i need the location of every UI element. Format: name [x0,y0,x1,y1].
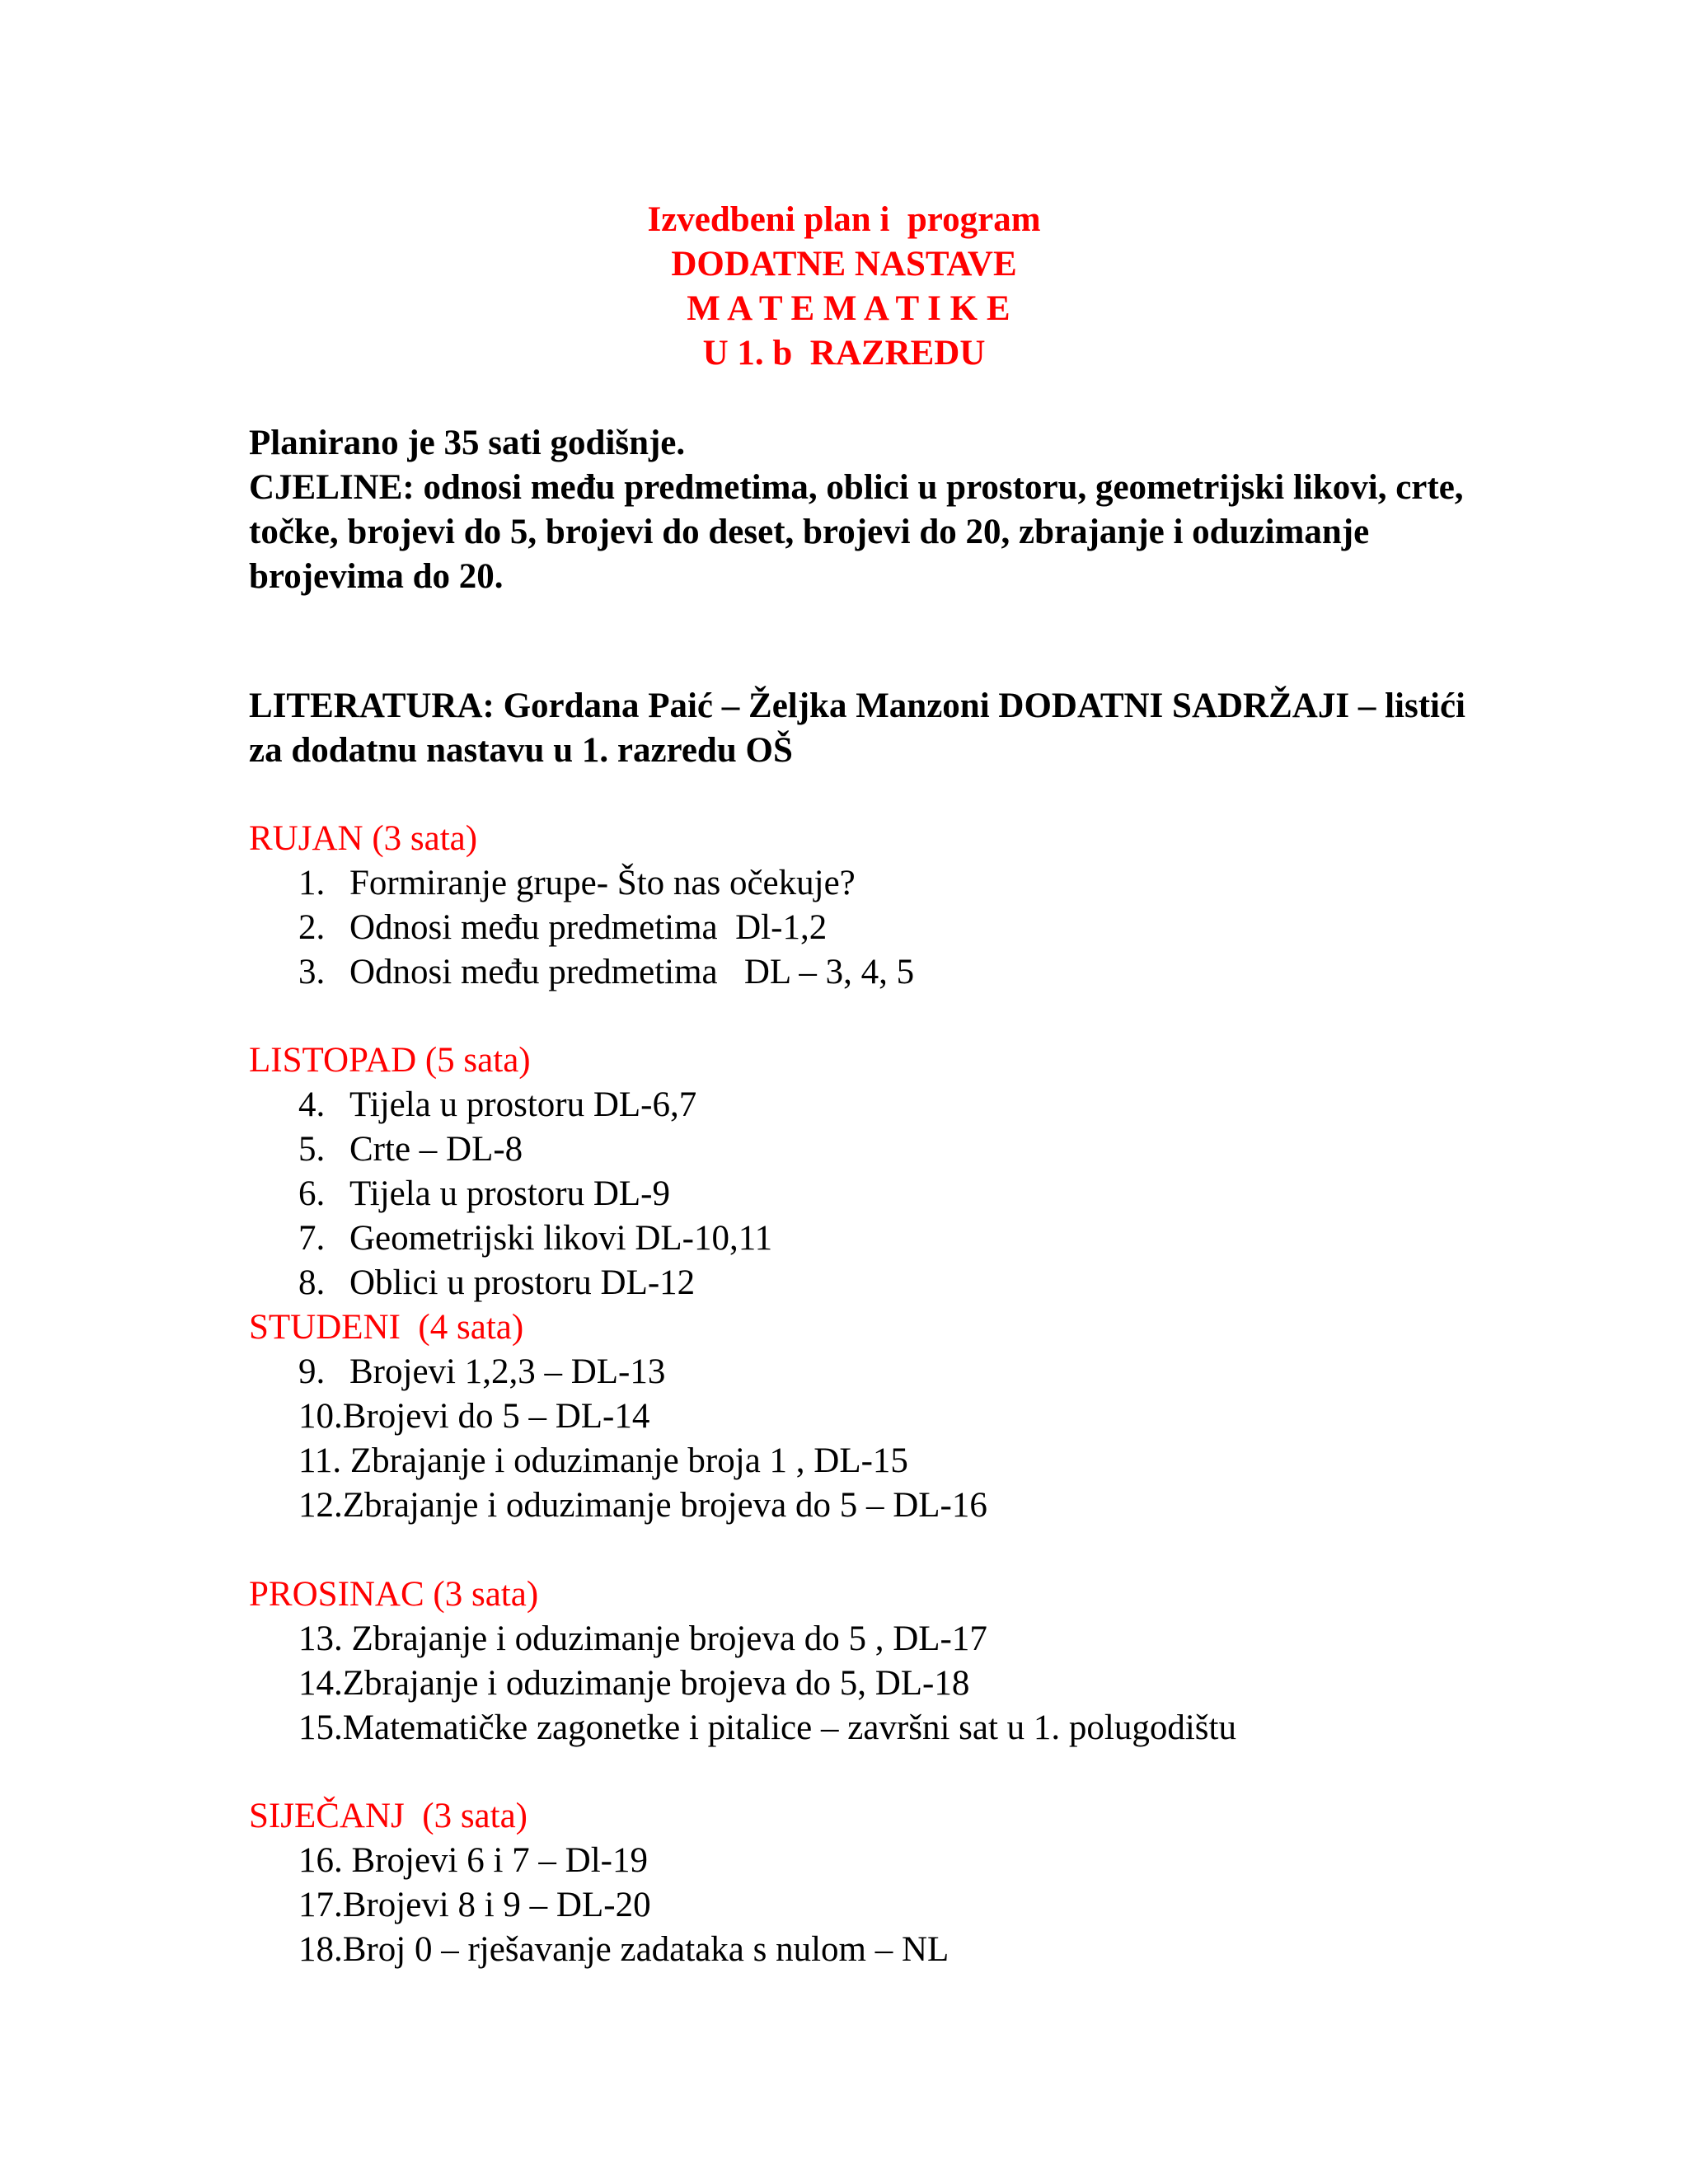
month-section-rujan [249,817,1485,995]
list-item: 10.Brojevi do 5 – DL-14 [298,1397,650,1436]
list-item: 8. Oblici u prostoru DL-12 [298,1263,696,1302]
title-line-1: Izvedbeni plan i program [647,200,1041,239]
topic-list [249,1839,1485,1972]
document-title [0,198,1688,376]
month-title: STUDENI (4 sata) [249,1308,524,1347]
literature-text: LITERATURA: Gordana Paić – Željka Manzoni DODATNI SADRŽAJI – listići za dodatnu nastavu u 1. razredu OŠ [249,687,1466,770]
list-item: 6. Tijela u prostoru DL-9 [298,1174,670,1213]
month-title: LISTOPAD (5 sata) [249,1041,531,1080]
list-item: 5. Crte – DL-8 [298,1130,523,1169]
list-item: 13. Zbrajanje i oduzimanje brojeva do 5 , DL-17 [298,1619,987,1658]
list-item: 4. Tijela u prostoru DL-6,7 [298,1085,697,1124]
title-line-4: U 1. b RAZREDU [702,334,986,373]
topic-list [249,1617,1485,1750]
list-item: 11. Zbrajanje i oduzimanje broja 1 , DL-15 [298,1441,908,1480]
units-paragraph: CJELINE: odnosi među predmetima, oblici u prostoru, geometrijski likovi, crte, točke, brojevi do 5, brojevi do deset, brojevi do 20, zbrajanje i oduzimanje brojevima do 20. [249,468,1464,596]
list-item: 15.Matematičke zagonetke i pitalice – završni sat u 1. polugodištu [298,1708,1236,1747]
month-title: RUJAN (3 sata) [249,819,478,858]
list-item: 2. Odnosi među predmetima Dl-1,2 [298,908,828,947]
list-item: 16. Brojevi 6 i 7 – Dl-19 [298,1841,648,1880]
list-item: 9. Brojevi 1,2,3 – DL-13 [298,1352,666,1391]
month-title: PROSINAC (3 sata) [249,1575,539,1614]
month-title: SIJEČANJ (3 sata) [249,1797,528,1835]
list-item: 3. Odnosi među predmetima DL – 3, 4, 5 [298,953,915,991]
intro-section [249,421,1485,599]
month-section-sijecanj [249,1794,1485,1972]
list-item: 14.Zbrajanje i oduzimanje brojeva do 5, DL-18 [298,1664,970,1703]
month-section-listopad [249,1038,1485,1305]
title-line-2: DODATNE NASTAVE [671,245,1017,284]
list-item: 12.Zbrajanje i oduzimanje brojeva do 5 – DL-16 [298,1486,987,1525]
list-item: 17.Brojevi 8 i 9 – DL-20 [298,1886,651,1924]
title-line-3: M A T E M A T I K E [678,289,1010,328]
topic-list [249,1350,1485,1528]
planned-hours: Planirano je 35 sati godišnje. [249,424,686,462]
month-section-prosinac [249,1572,1485,1750]
month-section-studeni [249,1305,1485,1528]
list-item: 18.Broj 0 – rješavanje zadataka s nulom – NL [298,1930,950,1969]
topic-list [249,1083,1485,1305]
topic-list [249,861,1485,995]
list-item: 7. Geometrijski likovi DL-10,11 [298,1219,773,1258]
list-item: 1. Formiranje grupe- Što nas očekuje? [298,864,856,902]
literature-section [249,684,1485,773]
